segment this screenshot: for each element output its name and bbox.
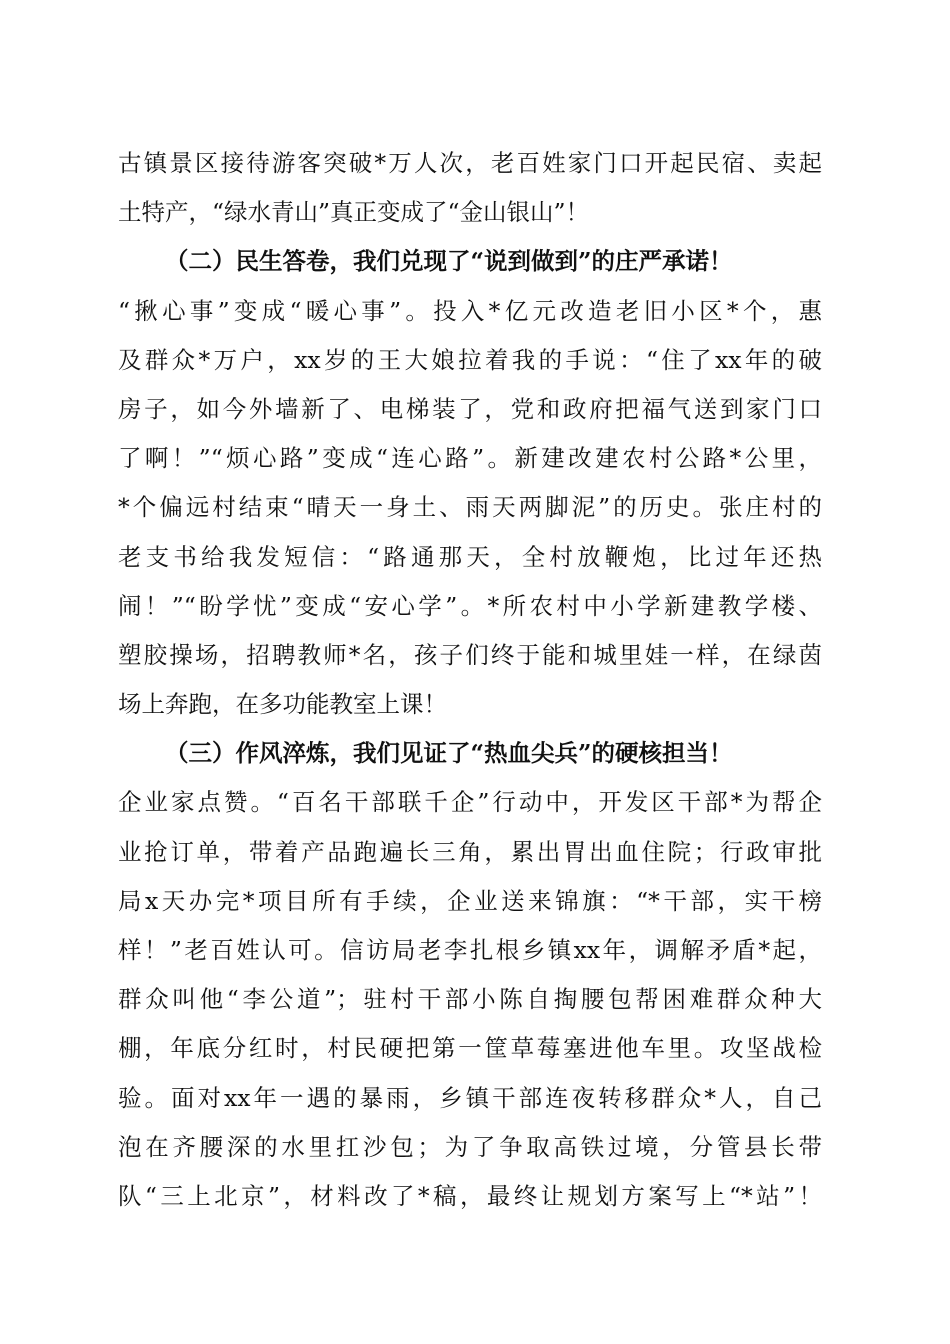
text-line: 古镇景区接待游客突破*万人次，老百姓家门口开起民宿、卖起	[118, 149, 822, 177]
text-line: 了啊！”“烦心路”变成“连心路”。新建改建农村公路*公里，	[118, 444, 822, 473]
section-heading: （三）作风淬炼，我们见证了“热血尖兵”的硬核担当！	[165, 739, 733, 768]
text-line: 样！”老百姓认可。信访局老李扎根乡镇xx年，调解矛盾*起，	[118, 936, 822, 964]
text-line: 及群众*万户，xx岁的王大娘拉着我的手说：“住了xx年的破	[118, 345, 822, 374]
text-line: 泡在齐腰深的水里扛沙包；为了争取高铁过境，分管县长带	[118, 1132, 822, 1161]
document-body	[118, 139, 822, 1221]
text-line: 局x天办完*项目所有手续，企业送来锦旗：“*干部，实干榜	[118, 886, 822, 915]
text-line: 房子，如今外墙新了、电梯装了，党和政府把福气送到家门口	[118, 394, 822, 423]
text-line: 队“三上北京”，材料改了*稿，最终让规划方案写上“*站”！	[118, 1181, 822, 1210]
text-line: 业抢订单，带着产品跑遍长三角，累出胃出血住院；行政审批	[118, 837, 822, 866]
section-heading: （二）民生答卷，我们兑现了“说到做到”的庄严承诺！	[165, 247, 733, 276]
text-line: 棚，年底分红时，村民硬把第一筐草莓塞进他车里。攻坚战检	[118, 1034, 822, 1063]
text-line: 场上奔跑，在多功能教室上课！	[118, 690, 447, 719]
text-line: *个偏远村结束“晴天一身土、雨天两脚泥”的历史。张庄村的	[118, 493, 822, 522]
text-line: 老支书给我发短信：“路通那天，全村放鞭炮，比过年还热	[118, 542, 822, 571]
text-line: 企业家点赞。“百名干部联千企”行动中，开发区干部*为帮企	[118, 788, 822, 817]
text-line: “揪心事”变成“暖心事”。投入*亿元改造老旧小区*个，惠	[118, 296, 822, 325]
text-line: 闹！”“盼学忧”变成“安心学”。*所农村中小学新建教学楼、	[118, 591, 822, 620]
text-line: 塑胶操场，招聘教师*名，孩子们终于能和城里娃一样，在绿茵	[118, 640, 822, 669]
text-line: 验。面对xx年一遇的暴雨，乡镇干部连夜转移群众*人，自己	[118, 1083, 822, 1112]
text-line: 土特产，“绿水青山”真正变成了“金山银山”！	[118, 198, 590, 227]
text-line: 群众叫他“李公道”；驻村干部小陈自掏腰包帮困难群众种大	[118, 985, 822, 1014]
